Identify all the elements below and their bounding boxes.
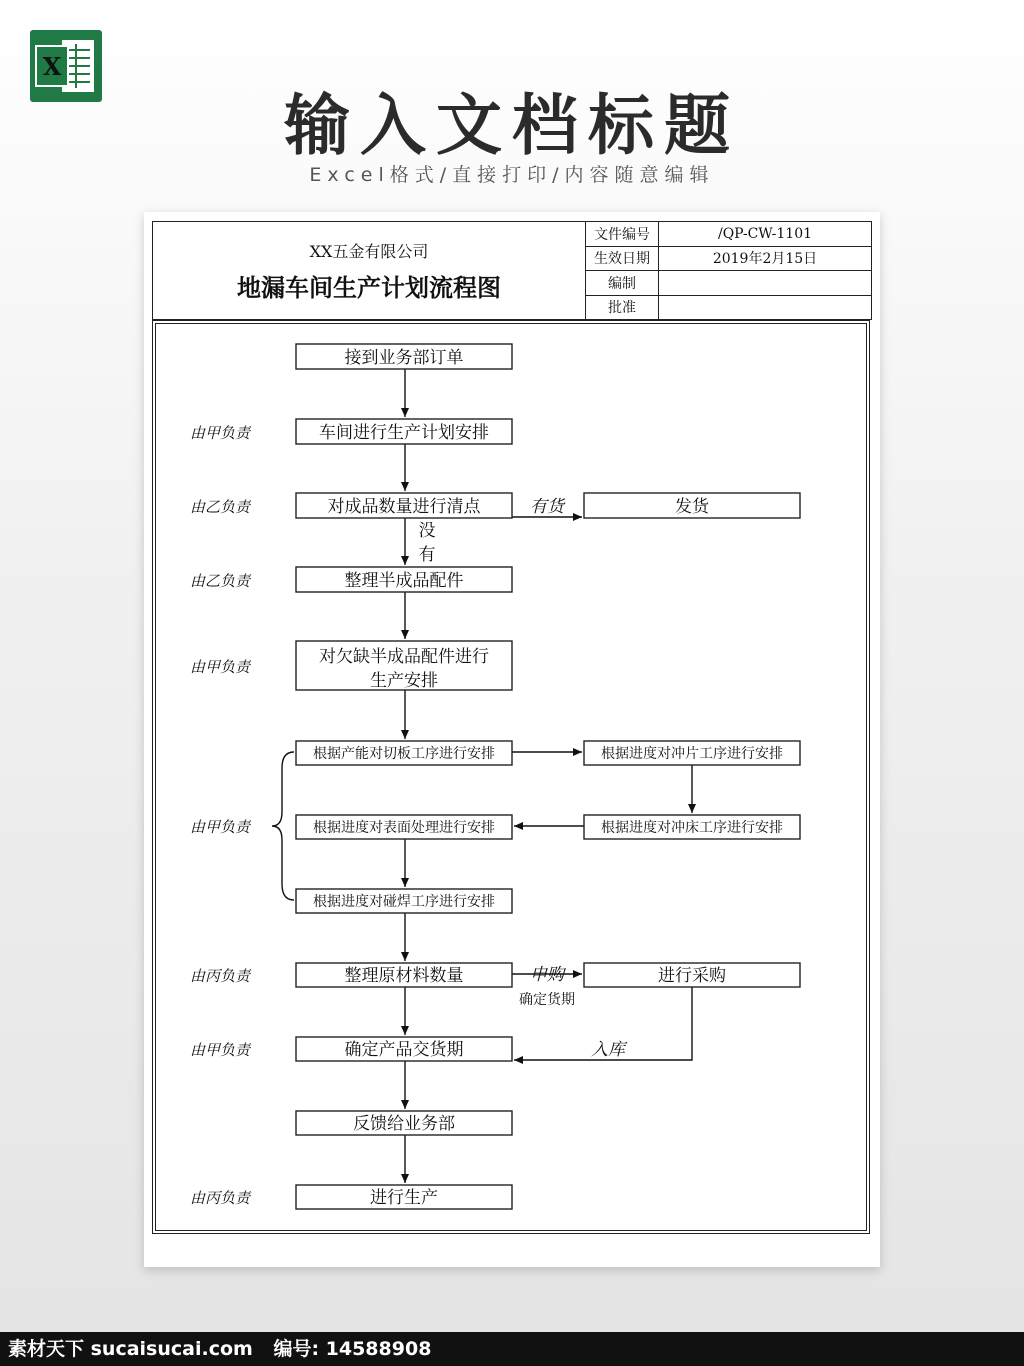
responsibility-label: 由丙负责	[190, 1189, 251, 1207]
responsibility-label: 由甲负责	[190, 1041, 251, 1059]
field-value: /QP-CW-1101	[659, 222, 872, 247]
edge-label: 没	[418, 521, 436, 541]
page-title: 输入文档标题	[284, 87, 740, 164]
step-label: 整理半成品配件	[344, 571, 464, 591]
responsibility-label: 由乙负责	[190, 572, 251, 590]
field-label: 文件编号	[586, 222, 659, 247]
responsibility-label: 由丙负责	[190, 967, 251, 985]
watermark-id: 编号: 14588908	[273, 1338, 432, 1360]
step-label: 对欠缺半成品配件进行	[319, 647, 489, 667]
responsibility-label: 由甲负责	[190, 818, 251, 836]
field-label: 编制	[586, 271, 659, 296]
step-label: 生产安排	[370, 671, 438, 691]
edge-label: 有货	[530, 497, 564, 517]
field-label: 生效日期	[586, 246, 659, 271]
step-label: 根据进度对冲床工序进行安排	[601, 820, 783, 836]
watermark-site: 素材天下 sucaisucai.com	[8, 1338, 253, 1360]
step-label: 根据进度对碰焊工序进行安排	[313, 894, 495, 910]
page-subtitle: Excel格式/直接打印/内容随意编辑	[309, 164, 715, 186]
edge-label: 确定货期	[519, 992, 575, 1008]
company-name: XX五金有限公司	[309, 241, 429, 261]
field-value: 2019年2月15日	[659, 246, 872, 271]
step-label: 车间进行生产计划安排	[319, 423, 489, 443]
step-label: 对成品数量进行清点	[327, 497, 481, 517]
responsibility-label: 由甲负责	[190, 658, 251, 676]
step-label: 确定产品交货期	[344, 1040, 464, 1060]
edge-label: 有	[418, 545, 436, 565]
brace	[272, 752, 294, 900]
responsibility-label: 由乙负责	[190, 498, 251, 516]
edge-label: 入库	[591, 1040, 625, 1060]
step-label: 进行生产	[370, 1188, 438, 1208]
step-label: 反馈给业务部	[353, 1114, 455, 1134]
document-sheet	[144, 212, 880, 1267]
step-label: 接到业务部订单	[344, 348, 464, 368]
excel-icon-letter: X	[42, 52, 62, 81]
flowchart-title: 地漏车间生产计划流程图	[237, 272, 501, 302]
step-label: 进行采购	[658, 966, 726, 986]
step-label: 根据进度对冲片工序进行安排	[601, 746, 783, 762]
step-label: 发货	[675, 497, 709, 517]
responsibility-label: 由甲负责	[190, 424, 251, 442]
watermark-bar	[0, 1332, 1024, 1366]
step-label: 整理原材料数量	[344, 966, 464, 986]
flowchart	[144, 212, 880, 1267]
step-label: 根据产能对切板工序进行安排	[313, 746, 495, 762]
step-label: 根据进度对表面处理进行安排	[313, 820, 495, 836]
field-label: 批准	[586, 295, 659, 320]
edge-label: 申购	[530, 965, 564, 985]
